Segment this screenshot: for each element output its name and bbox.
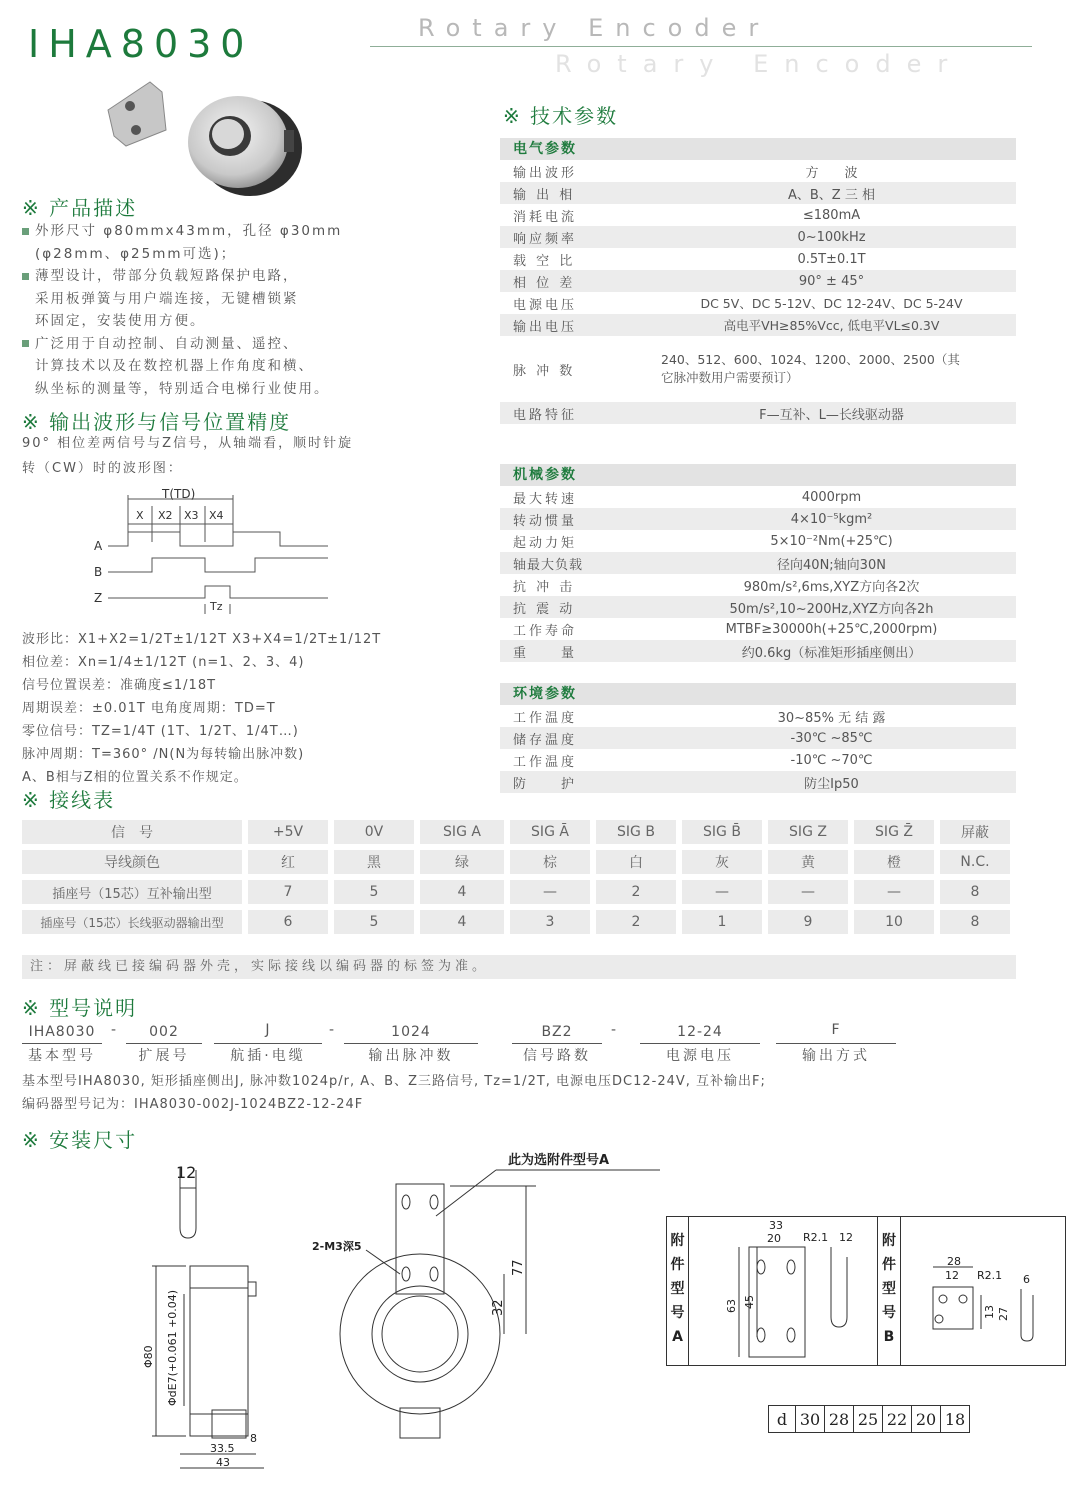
channel-label: B [94, 565, 103, 579]
param-label: 相 位 差 [500, 270, 647, 292]
electrical-table [500, 160, 1016, 424]
description-line: 环固定，安装使用方便。 [35, 313, 206, 329]
dim-label: 8 [250, 1432, 257, 1445]
param-value: 4×10⁻⁵kgm² [647, 508, 1016, 530]
model-code-example-line: 编码器型号记为：IHA8030-002J-1024BZ2-12-24F [22, 1097, 364, 1112]
accessory-label-char: 型 [882, 1281, 896, 1297]
param-value: -30℃ ~85℃ [647, 727, 1016, 749]
wiring-header-cell: 信 号 [22, 820, 242, 844]
wiring-cell: 灰 [682, 850, 762, 874]
electrical-title: 电气参数 [500, 138, 1016, 160]
wiring-cell: 3 [510, 910, 590, 934]
param-value: 高电平VH≥85%Vcc, 低电平VL≤0.3V [647, 314, 1016, 336]
dim-label: 77 [511, 1259, 526, 1276]
wiring-cell: — [510, 880, 590, 904]
install-title: ※ 安装尺寸 [22, 1128, 138, 1152]
dim-label: 33.5 [210, 1442, 235, 1455]
param-label: 重 量 [500, 640, 647, 662]
wiring-title: ※ 接线表 [22, 788, 116, 812]
accessory-label-char: 件 [882, 1257, 896, 1273]
accessory-label-char: 附 [882, 1233, 896, 1249]
param-label: 抗 冲 击 [500, 574, 647, 596]
dim-label: 12 [839, 1231, 853, 1244]
table-row [22, 850, 1010, 874]
description-line: 外形尺寸 φ80mmx43mm，孔径 φ30mm [35, 223, 343, 239]
wiring-header-cell: SIG Z̄ [854, 820, 934, 844]
param-value: ≤180mA [647, 204, 1016, 226]
table-row [22, 880, 1010, 904]
accessory-label-char: 号 [670, 1305, 685, 1321]
waveform-spec-line: 脉冲周期：T=360° /N(N为每转输出脉冲数) [22, 747, 305, 762]
param-value: -10℃ ~70℃ [647, 749, 1016, 771]
param-value: 30~85% 无 结 露 [647, 705, 1016, 727]
wiring-cell: N.C. [940, 850, 1010, 874]
wiring-cell: 8 [940, 880, 1010, 904]
wiring-cell: 1 [682, 910, 762, 934]
dim-label: 33 [769, 1219, 783, 1232]
model-code-example-line: 基本型号IHA8030, 矩形插座侧出J, 脉冲数1024p/r, A、B、Z三路信号, Tz=1/2T, 电源电压DC12-24V, 互补输出F; [22, 1074, 766, 1089]
model-title: IHA8030 [28, 22, 254, 66]
side-view-drawing [140, 1158, 290, 1478]
d-table-cell: 28 [825, 1406, 854, 1433]
param-value: 5×10⁻²Nm(+25℃) [647, 530, 1016, 552]
model-code-value: 12-24 [677, 1024, 723, 1040]
banner-title: Rotary Encoder [418, 14, 771, 42]
accessory-a-label [667, 1217, 689, 1365]
wiring-header-cell: SIG B [596, 820, 676, 844]
wiring-cell: 9 [768, 910, 848, 934]
wiring-header-cell: 0V [334, 820, 414, 844]
mechanical-table [500, 486, 1016, 662]
model-code-value: 1024 [391, 1024, 431, 1040]
wiring-cell: — [682, 880, 762, 904]
model-code-label: 输出方式 [802, 1048, 870, 1064]
tz-label: Tz [210, 600, 223, 613]
dim-label: ΦdE7(+0.061 +0.04) [166, 1289, 179, 1406]
callout-label: 此为选附件型号A [508, 1153, 610, 1168]
param-label: 电源电压 [500, 292, 647, 314]
wiring-cell: 插座号（15芯）长线驱动器输出型 [22, 910, 242, 934]
param-value: DC 5V、DC 5-12V、DC 12-24V、DC 5-24V [647, 292, 1016, 314]
description-line: 薄型设计，带部分负载短路保护电路， [35, 268, 299, 284]
dim-label: 12 [176, 1163, 197, 1182]
wiring-cell: 2 [596, 910, 676, 934]
mechanical-params [500, 464, 1016, 662]
param-label: 储存温度 [500, 727, 647, 749]
model-code-title: ※ 型号说明 [22, 996, 138, 1020]
segment-label: X [136, 509, 144, 522]
model-code-underline [22, 1043, 102, 1044]
wiring-cell: 8 [940, 910, 1010, 934]
channel-label: A [94, 539, 103, 553]
d-table-cell: 30 [796, 1406, 825, 1433]
table-row [22, 910, 1010, 934]
model-code-label: 电源电压 [666, 1048, 734, 1064]
wiring-cell: 4 [420, 880, 504, 904]
wiring-cell: 2 [596, 880, 676, 904]
wiring-cell: 红 [248, 850, 328, 874]
model-code-value: BZ2 [541, 1024, 573, 1040]
segment-label: X3 [184, 509, 199, 522]
model-code-label: 扩展号 [138, 1048, 190, 1064]
environment-table [500, 705, 1016, 793]
model-code-label: 输出脉冲数 [368, 1048, 454, 1064]
wiring-cell: — [768, 880, 848, 904]
dim-label: 28 [947, 1255, 961, 1268]
wiring-cell: 棕 [510, 850, 590, 874]
wiring-cell: 7 [248, 880, 328, 904]
param-label: 脉 冲 数 [500, 336, 647, 402]
model-code-dash: - [328, 1022, 336, 1038]
model-code-value: 002 [149, 1024, 179, 1040]
param-label: 工作温度 [500, 705, 647, 727]
accessory-b-drawing [903, 1217, 1063, 1365]
d-table-cell: d [769, 1406, 796, 1433]
model-code-underline [344, 1043, 478, 1044]
d-table-cell: 18 [941, 1406, 970, 1433]
wiring-cell: 插座号（15芯）互补输出型 [22, 880, 242, 904]
accessory-a-drawing [691, 1217, 877, 1365]
model-code-underline [640, 1043, 760, 1044]
waveform-diagram [90, 484, 340, 618]
waveform-spec-line: 信号位置误差：准确度≤1/18T [22, 678, 217, 693]
param-label: 电路特征 [500, 402, 647, 424]
dim-label: 32 [491, 1299, 506, 1316]
callout-label: 2-M3深5 [312, 1240, 362, 1253]
description-line: 计算技术以及在数控机器上作角度和横、 [35, 358, 314, 374]
wiring-cell: — [854, 880, 934, 904]
param-label: 轴最大负载 [500, 552, 647, 574]
waveform-spec-line: 周期误差：±0.01T 电角度周期：TD=T [22, 701, 276, 716]
product-photo [100, 76, 310, 196]
bullet-icon [22, 228, 29, 235]
waveform-spec-line: 波形比：X1+X2=1/2T±1/12T X3+X4=1/2T±1/12T [22, 632, 382, 647]
waveform-title: ※ 输出波形与信号位置精度 [22, 410, 292, 434]
dim-label: R2.1 [803, 1231, 829, 1244]
wiring-cell: 4 [420, 910, 504, 934]
param-value: 4000rpm [647, 486, 1016, 508]
param-label: 载 空 比 [500, 248, 647, 270]
banner-divider [370, 46, 1032, 47]
model-code-dash: - [610, 1022, 618, 1038]
accessory-b-label [877, 1217, 901, 1365]
dim-label: 43 [216, 1456, 230, 1469]
model-code-label: 基本型号 [28, 1048, 96, 1064]
param-value: 径向40N;轴向30N [647, 552, 1016, 574]
accessory-label-char: 型 [670, 1281, 685, 1297]
dim-label: R2.1 [977, 1269, 1003, 1282]
accessory-label-char: B [883, 1329, 895, 1345]
param-label: 转动惯量 [500, 508, 647, 530]
description-line: 采用板弹簧与用户端连接，无键槽锁紧 [35, 290, 299, 307]
model-code-underline [214, 1043, 322, 1044]
description-line: 广泛用于自动控制、自动测量、遥控、 [35, 335, 299, 352]
dim-label: Φ80 [142, 1345, 155, 1368]
param-value: 0~100kHz [647, 226, 1016, 248]
model-code-diagram [22, 1022, 922, 1066]
wiring-header-cell: SIG A [420, 820, 504, 844]
model-code-value: IHA8030 [28, 1024, 96, 1040]
wiring-header-cell: SIG Ā [510, 820, 590, 844]
segment-label: X2 [158, 509, 173, 522]
waveform-intro [22, 433, 353, 480]
param-value: 980m/s²,6ms,XYZ方向各2次 [647, 574, 1016, 596]
waveform-intro-line: 90° 相位差两信号与Z信号，从轴端看，顺时针旋 [22, 436, 354, 451]
accessory-label-char: 附 [670, 1233, 685, 1249]
dim-label: 45 [743, 1295, 756, 1309]
dim-label: 6 [1023, 1273, 1030, 1286]
model-code-underline [776, 1043, 896, 1044]
param-label: 起动力矩 [500, 530, 647, 552]
channel-label: Z [94, 591, 103, 605]
dim-label: 27 [997, 1307, 1010, 1321]
model-code-label: 信号路数 [523, 1048, 591, 1064]
param-label: 抗 震 动 [500, 596, 647, 618]
d-table-cell: 22 [883, 1406, 912, 1433]
d-table-cell: 25 [854, 1406, 883, 1433]
param-value: F—互补、L—长线驱动器 [647, 402, 1016, 424]
param-value: 方 波 [647, 160, 1016, 182]
waveform-intro-line: 转（CW）时的波形图： [22, 460, 183, 476]
model-code-label: 航插·电缆 [230, 1048, 306, 1064]
accessory-label-char: 件 [670, 1257, 685, 1273]
param-label: 工作寿命 [500, 618, 647, 640]
wiring-table [16, 814, 1016, 940]
banner-title-shadow: Rotary Encoder [555, 50, 964, 78]
bullet-icon [22, 340, 29, 347]
model-code-value: J [265, 1022, 271, 1038]
description-line: (φ28mm、φ25mm可选)； [35, 245, 237, 262]
environment-title: 环境参数 [500, 683, 1016, 705]
param-value: 约0.6kg（标准矩形插座侧出） [647, 640, 1016, 662]
model-code-dash: - [110, 1022, 118, 1038]
bullet-icon [22, 273, 29, 280]
wiring-header-cell: 屏蔽 [940, 820, 1010, 844]
wiring-cell: 白 [596, 850, 676, 874]
segment-label: X4 [209, 509, 224, 522]
model-code-value: F [831, 1022, 841, 1038]
electrical-params [500, 138, 1016, 424]
wiring-header-cell: SIG B̄ [682, 820, 762, 844]
tech-title: ※ 技术参数 [503, 104, 619, 128]
waveform-spec-line: A、B相与Z相的位置关系不作规定。 [22, 770, 248, 785]
wiring-header-cell: SIG Z [768, 820, 848, 844]
wiring-header-row [22, 820, 1010, 844]
description-line: 纵坐标的测量等，特别适合电梯行业使用。 [35, 380, 330, 397]
param-value: 防尘Ip50 [647, 771, 1016, 793]
param-label: 防 护 [500, 771, 647, 793]
model-code-underline [512, 1043, 602, 1044]
param-label: 输 出 相 [500, 182, 647, 204]
dim-label: 13 [983, 1305, 996, 1319]
param-value: A、B、Z 三 相 [647, 182, 1016, 204]
param-value: 0.5T±0.1T [647, 248, 1016, 270]
wiring-cell: 5 [334, 910, 414, 934]
accessory-label-char: A [672, 1329, 683, 1345]
dim-label: 20 [767, 1232, 781, 1245]
wiring-cell: 绿 [420, 850, 504, 874]
param-value: MTBF≥30000h(+25℃,2000rpm) [647, 618, 1016, 640]
wiring-header-cell: +5V [248, 820, 328, 844]
dim-label: 63 [725, 1299, 738, 1313]
param-label: 工作温度 [500, 749, 647, 771]
param-value: 240、512、600、1024、1200、2000、2500（其它脉冲数用户需要预订） [647, 336, 1016, 402]
description-title: ※ 产品描述 [22, 196, 138, 220]
param-value: 50m/s²,10~200Hz,XYZ方向各2h [647, 596, 1016, 618]
accessory-box [666, 1216, 1066, 1366]
dim-label: 12 [945, 1269, 959, 1282]
param-label: 最大转速 [500, 486, 647, 508]
wiring-cell: 10 [854, 910, 934, 934]
waveform-spec-line: 零位信号：TZ=1/4T (1T、1/2T、1/4T…) [22, 724, 299, 739]
description-text [22, 220, 462, 400]
period-label: T(TD) [162, 487, 196, 501]
wiring-note: 注：屏蔽线已接编码器外壳，实际接线以编码器的标签为准。 [22, 955, 1016, 979]
param-label: 输出电压 [500, 314, 647, 336]
param-label: 响应频率 [500, 226, 647, 248]
wiring-cell: 6 [248, 910, 328, 934]
wiring-cell: 导线颜色 [22, 850, 242, 874]
model-code-example [22, 1070, 1062, 1116]
d-table [768, 1405, 970, 1433]
wiring-cell: 黑 [334, 850, 414, 874]
waveform-spec-line: 相位差：Xn=1/4±1/12T (n=1、2、3、4) [22, 655, 305, 670]
model-code-underline [126, 1043, 202, 1044]
wiring-cell: 5 [334, 880, 414, 904]
front-view-drawing [300, 1146, 660, 1446]
accessory-label-char: 号 [882, 1305, 896, 1321]
param-label: 消耗电流 [500, 204, 647, 226]
wiring-cell: 橙 [854, 850, 934, 874]
wiring-cell: 黄 [768, 850, 848, 874]
param-value: 90° ± 45° [647, 270, 1016, 292]
param-label: 输出波形 [500, 160, 647, 182]
environment-params [500, 683, 1016, 793]
mechanical-title: 机械参数 [500, 464, 1016, 486]
d-table-cell: 20 [912, 1406, 941, 1433]
waveform-specs [22, 628, 381, 789]
